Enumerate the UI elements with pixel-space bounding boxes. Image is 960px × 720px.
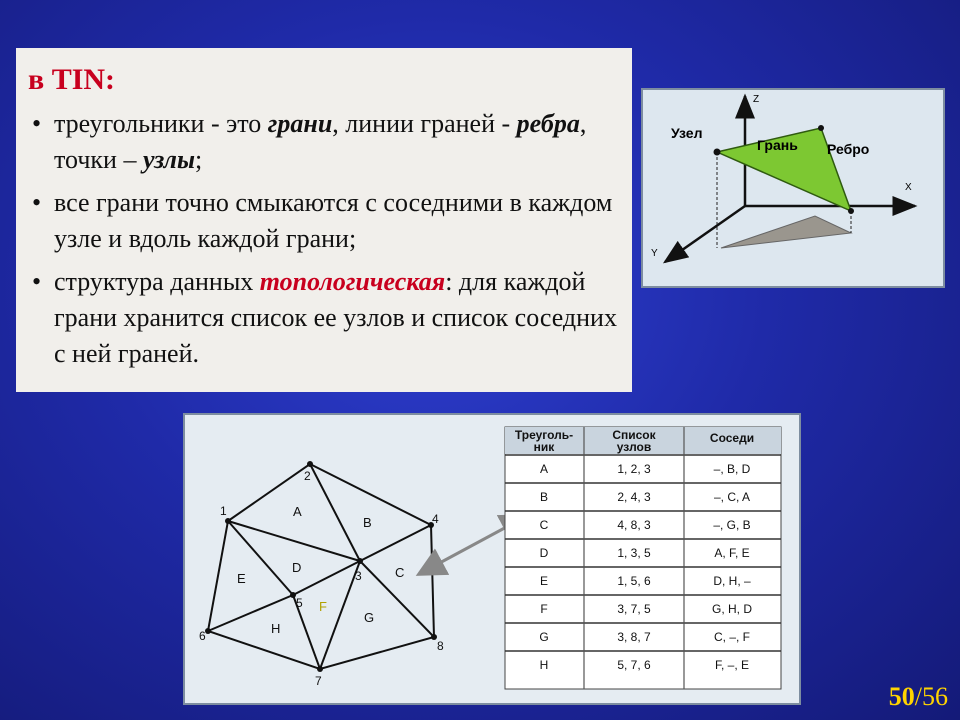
z-axis-label: Z — [753, 94, 760, 105]
table-header: ник — [533, 440, 555, 454]
bullet-text: структура данных — [54, 267, 260, 296]
bullet-topological-structure — [28, 264, 618, 372]
face-label: D — [292, 560, 302, 575]
point-label: 7 — [315, 674, 322, 688]
bullet-faces-edges-nodes — [28, 106, 618, 178]
node-point — [714, 149, 721, 156]
bullet-dot: • — [32, 188, 42, 217]
term-faces: грани — [267, 109, 333, 138]
face-label: E — [237, 571, 246, 586]
table-cell: 1, 5, 6 — [617, 574, 651, 588]
point-label: 6 — [199, 629, 206, 643]
face-label: G — [364, 610, 375, 625]
node-point — [848, 208, 854, 214]
table-cell: 3, 8, 7 — [617, 630, 651, 644]
triangle-projection — [721, 216, 851, 248]
point-label: 5 — [296, 596, 303, 610]
table-cell: 1, 3, 5 — [617, 546, 651, 560]
table-cell: D, H, – — [713, 574, 751, 588]
table-cell: C, –, F — [713, 630, 751, 644]
table-cell: F, –, E — [714, 658, 750, 672]
figure-3d-triangle — [641, 88, 945, 288]
bullet-text: , линии граней - — [332, 109, 517, 138]
y-axis — [665, 206, 745, 262]
topology-table — [505, 427, 781, 689]
term-nodes: узлы — [142, 145, 196, 174]
term-topological: топологическая — [259, 267, 446, 296]
point-label: 2 — [304, 469, 311, 483]
table-cell: E — [539, 574, 549, 588]
face-label: H — [271, 621, 281, 636]
table-cell: C — [539, 518, 549, 532]
point-label: 1 — [220, 504, 227, 518]
bullet-dot: • — [32, 109, 42, 138]
table-cell: A — [539, 462, 549, 476]
table-header: Список — [612, 428, 656, 442]
figure-tin-network — [183, 413, 801, 705]
bullet-text: : для каждой грани хранится список ее узлов и список соседних с ней граней. — [54, 267, 617, 368]
point-label: 8 — [437, 639, 444, 653]
face-label: B — [363, 515, 372, 530]
text-panel — [16, 48, 632, 392]
face-label: C — [395, 565, 405, 580]
bullet-text: , точки – — [54, 109, 587, 174]
page-number — [889, 682, 948, 712]
table-cell: B — [539, 490, 549, 504]
table-cell: 2, 4, 3 — [617, 490, 651, 504]
bullet-text: все грани точно смыкаются с соседними в каждом узле и вдоль каждой грани; — [54, 188, 613, 253]
table-header: узлов — [616, 440, 652, 454]
bullet-text: ; — [195, 145, 203, 174]
table-cell: G, H, D — [711, 602, 753, 616]
point-label: 4 — [432, 512, 439, 526]
figure-3d-svg — [643, 90, 943, 286]
table-cell: –, B, D — [713, 462, 751, 476]
node-label: Узел — [671, 125, 703, 141]
bullet-text: треугольники - это — [54, 109, 268, 138]
edge-label: Ребро — [827, 141, 870, 157]
bullet-faces-join — [28, 185, 618, 257]
page-current: 50 — [888, 682, 915, 711]
face-label: F — [319, 599, 327, 614]
table-cell: –, G, B — [713, 518, 751, 532]
x-axis-label: X — [905, 182, 912, 193]
face-label: Грань — [757, 137, 798, 153]
page-total: /56 — [914, 682, 948, 711]
face-label: A — [293, 504, 302, 519]
table-cell: 5, 7, 6 — [617, 658, 651, 672]
table-cell: 4, 8, 3 — [617, 518, 651, 532]
table-cell: 3, 7, 5 — [617, 602, 651, 616]
y-axis-label: Y — [651, 248, 658, 259]
point-label: 3 — [355, 569, 362, 583]
table-cell: A, F, E — [714, 546, 750, 560]
term-edges: ребра — [516, 109, 580, 138]
table-header: Треуголь- — [514, 428, 574, 442]
table-cell: –, C, A — [713, 490, 751, 504]
table-cell: D — [539, 546, 549, 560]
table-header: Соседи — [709, 431, 755, 445]
table-cell: F — [540, 602, 548, 616]
table-cell: G — [539, 630, 549, 644]
table-cell: H — [539, 658, 549, 672]
slide-heading: в TIN: — [28, 63, 116, 96]
tin-svg — [185, 415, 799, 703]
bullet-dot: • — [32, 267, 42, 296]
node-point — [818, 125, 824, 131]
table-cell: 1, 2, 3 — [617, 462, 651, 476]
